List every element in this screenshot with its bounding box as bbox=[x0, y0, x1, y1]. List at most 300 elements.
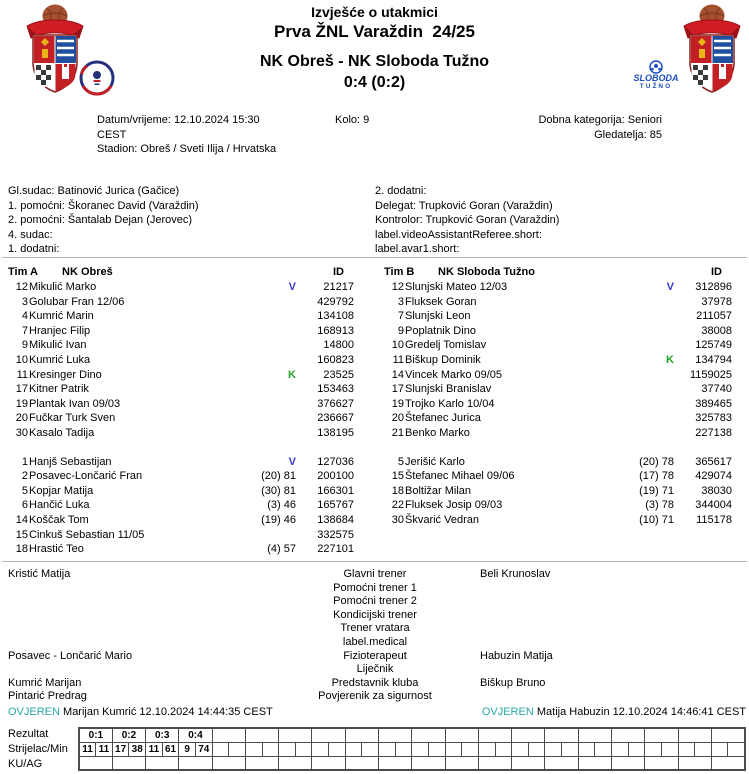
player-number: 17 bbox=[391, 383, 404, 396]
rezultat-cell: 0:2 bbox=[112, 728, 145, 743]
player-name: Kumrić Luka bbox=[29, 353, 91, 366]
competition-title: Prva ŽNL Varaždin 24/25 bbox=[274, 22, 475, 41]
player-name: Kasalo Tadija bbox=[29, 426, 95, 439]
player-id: 227138 bbox=[695, 426, 732, 439]
staff-row bbox=[0, 650, 749, 664]
ku-ag-cell bbox=[345, 757, 378, 770]
sloboda-ball-icon bbox=[649, 60, 663, 74]
staff-name-team-a bbox=[0, 582, 290, 596]
player-name: Štefanec Jurica bbox=[405, 412, 481, 425]
player-number: 10 bbox=[15, 353, 28, 366]
strijelac-min-cell bbox=[412, 743, 429, 757]
rezultat-cell bbox=[445, 728, 478, 743]
player-mark bbox=[232, 324, 296, 339]
ku-ag-cell bbox=[112, 757, 145, 770]
staff-name-team-a bbox=[0, 663, 290, 677]
player-number: 3 bbox=[21, 295, 28, 308]
strijelac-min-cell bbox=[695, 743, 712, 757]
strijelac-min-cell: 17 bbox=[112, 743, 129, 757]
strijelac-min-cell: 11 bbox=[96, 743, 113, 757]
player-name: Hančić Luka bbox=[29, 499, 90, 512]
official-line: Kontrolor: Trupković Goran (Varaždin) bbox=[375, 214, 560, 227]
staff-name-team-b bbox=[460, 622, 749, 636]
player-name: Poplatnik Dino bbox=[405, 324, 476, 337]
strijelac-min-cell bbox=[528, 743, 545, 757]
team-a-substitutes bbox=[8, 455, 354, 557]
staff-name-team-a bbox=[0, 609, 290, 623]
team-a-starters bbox=[8, 280, 354, 441]
player-row bbox=[8, 542, 354, 557]
player-row bbox=[384, 353, 732, 368]
staff-name-team-b bbox=[460, 582, 749, 596]
player-row bbox=[384, 295, 732, 310]
player-id: 21217 bbox=[323, 281, 354, 293]
player-mark: (10) 71 bbox=[639, 513, 674, 526]
player-id: 332575 bbox=[317, 528, 354, 541]
strijelac-min-cell bbox=[245, 743, 262, 757]
rezultat-cell bbox=[345, 728, 378, 743]
staff-name-team-a bbox=[0, 636, 290, 650]
player-number: 21 bbox=[391, 426, 404, 439]
player-row bbox=[384, 513, 732, 528]
rezultat-cell: 0:1 bbox=[79, 728, 112, 743]
player-id: 429792 bbox=[317, 295, 354, 308]
player-row bbox=[384, 368, 732, 383]
player-number: 5 bbox=[397, 455, 404, 468]
staff-row bbox=[0, 595, 749, 609]
player-name: Cinkuš Sebastian 11/05 bbox=[29, 528, 145, 541]
staff-name-team-a: Pintarić Predrag bbox=[8, 690, 87, 703]
staff-name-team-a bbox=[0, 622, 290, 636]
strijelac-min-cell bbox=[312, 743, 329, 757]
player-name: Fučkar Turk Sven bbox=[29, 412, 116, 425]
player-row bbox=[8, 324, 354, 339]
player-mark bbox=[610, 324, 674, 339]
staff-name-team-b bbox=[460, 663, 749, 677]
player-row bbox=[384, 309, 732, 324]
rezultat-cell bbox=[245, 728, 278, 743]
player-row bbox=[8, 484, 354, 499]
player-number: 18 bbox=[391, 484, 404, 497]
rezultat-cell bbox=[645, 728, 678, 743]
player-id: 325783 bbox=[695, 412, 732, 425]
verification-team-a bbox=[8, 706, 273, 718]
player-name: Fluksek Goran bbox=[405, 295, 477, 308]
player-mark bbox=[610, 295, 674, 310]
player-id: 160823 bbox=[317, 353, 354, 366]
county-fa-crest-right-icon bbox=[681, 3, 743, 98]
staff-name-team-b bbox=[460, 690, 749, 704]
strijelac-min-cell bbox=[229, 743, 246, 757]
player-mark bbox=[610, 382, 674, 397]
official-line: label.avar1.short: bbox=[375, 243, 460, 256]
player-name: Posavec-Lončarić Fran bbox=[29, 470, 143, 483]
ku-ag-cell bbox=[578, 757, 611, 770]
staff-role: label.medical bbox=[342, 635, 408, 648]
strijelac-min-cell bbox=[595, 743, 612, 757]
player-row bbox=[8, 469, 354, 484]
player-row bbox=[8, 295, 354, 310]
player-id: 344004 bbox=[695, 499, 732, 512]
player-name: Škvarić Vedran bbox=[405, 513, 479, 526]
strijelac-min-cell: 61 bbox=[162, 743, 179, 757]
player-number: 1 bbox=[21, 455, 28, 468]
staff-role: Predstavnik kluba bbox=[331, 676, 419, 689]
player-id: 200100 bbox=[317, 470, 354, 483]
team-a-name: NK Obreš bbox=[62, 266, 113, 278]
player-mark: (20) 81 bbox=[261, 470, 296, 483]
player-name: Golubar Fran 12/06 bbox=[29, 295, 125, 308]
club-logo-sloboda-icon bbox=[630, 60, 682, 90]
player-name: Hanjš Sebastijan bbox=[29, 455, 112, 468]
player-name: Mikulić Ivan bbox=[29, 339, 87, 352]
player-id: 389465 bbox=[695, 397, 732, 410]
player-mark: (3) 46 bbox=[267, 499, 296, 512]
player-number: 17 bbox=[15, 383, 28, 396]
player-number: 20 bbox=[391, 412, 404, 425]
player-name: Trojko Karlo 10/04 bbox=[405, 397, 495, 410]
player-number: 14 bbox=[391, 368, 404, 381]
strijelac-min-cell: 11 bbox=[79, 743, 96, 757]
ku-ag-cell bbox=[179, 757, 212, 770]
player-row bbox=[8, 411, 354, 426]
player-row bbox=[384, 426, 732, 441]
official-line: 1. dodatni: bbox=[8, 243, 60, 256]
rezultat-cell bbox=[612, 728, 645, 743]
player-name: Slunjski Branislav bbox=[405, 383, 492, 396]
verified-status-b: OVJEREN bbox=[481, 706, 534, 718]
rezultat-cell bbox=[578, 728, 611, 743]
player-number: 18 bbox=[15, 543, 28, 556]
player-name: Slunjski Leon bbox=[405, 310, 471, 323]
player-mark bbox=[610, 368, 674, 383]
staff-role: Glavni trener bbox=[343, 568, 407, 580]
strijelac-min-cell bbox=[512, 743, 529, 757]
player-id: 134794 bbox=[695, 353, 732, 366]
player-row bbox=[384, 280, 732, 295]
staff-name-team-a: Kumrić Marijan bbox=[8, 676, 82, 689]
player-mark bbox=[232, 338, 296, 353]
player-number: 30 bbox=[15, 426, 28, 439]
player-number: 15 bbox=[391, 470, 404, 483]
player-mark: K bbox=[666, 353, 674, 366]
match-info-left bbox=[97, 113, 276, 157]
player-row bbox=[8, 513, 354, 528]
player-mark: (19) 46 bbox=[261, 513, 296, 526]
player-number: 4 bbox=[21, 310, 28, 323]
staff-role: Kondicijski trener bbox=[333, 608, 417, 621]
report-title: Izvješće o utakmici bbox=[311, 4, 438, 20]
player-row bbox=[384, 469, 732, 484]
strijelac-min-cell bbox=[329, 743, 346, 757]
player-id: 138684 bbox=[317, 513, 354, 526]
official-line: 4. sudac: bbox=[8, 228, 53, 241]
strijelac-min-cell: 11 bbox=[146, 743, 163, 757]
strijelac-min-cell bbox=[445, 743, 462, 757]
player-row bbox=[8, 528, 354, 543]
player-row bbox=[384, 382, 732, 397]
strijelac-min-cell bbox=[645, 743, 662, 757]
player-mark: (30) 81 bbox=[261, 484, 296, 497]
player-mark bbox=[232, 353, 296, 368]
ku-ag-cell bbox=[245, 757, 278, 770]
player-number: 9 bbox=[21, 339, 28, 352]
player-row bbox=[8, 338, 354, 353]
player-name: Biškup Dominik bbox=[405, 353, 481, 366]
staff-row bbox=[0, 690, 749, 704]
rezultat-cell: 0:4 bbox=[179, 728, 212, 743]
age-category: Dobna kategorija: Seniori bbox=[538, 114, 662, 126]
staff-row bbox=[0, 568, 749, 582]
county-fa-crest-left-icon bbox=[24, 3, 86, 98]
player-id: 37740 bbox=[701, 383, 732, 396]
strijelac-min-cell bbox=[295, 743, 312, 757]
staff-row bbox=[0, 663, 749, 677]
player-name: Kumrić Marin bbox=[29, 310, 94, 323]
player-row bbox=[8, 280, 354, 295]
player-row bbox=[384, 397, 732, 412]
player-name: Kitner Patrik bbox=[29, 383, 89, 396]
rezultat-cell bbox=[312, 728, 345, 743]
player-id: 365617 bbox=[695, 455, 732, 468]
staff-row bbox=[0, 677, 749, 691]
ku-ag-cell bbox=[412, 757, 445, 770]
player-mark: K bbox=[288, 368, 296, 381]
player-mark bbox=[610, 411, 674, 426]
rezultat-cell: 0:3 bbox=[146, 728, 179, 743]
divider-officials bbox=[2, 257, 747, 258]
player-mark bbox=[610, 309, 674, 324]
player-mark bbox=[232, 426, 296, 441]
ku-ag-cell bbox=[711, 757, 745, 770]
match-round: Kolo: 9 bbox=[335, 114, 370, 126]
player-name: Mikulić Marko bbox=[29, 281, 97, 293]
player-id: 211057 bbox=[696, 310, 732, 323]
rezultat-cell bbox=[212, 728, 245, 743]
player-id: 1159025 bbox=[689, 368, 732, 381]
strijelac-min-cell: 38 bbox=[129, 743, 146, 757]
strijelac-min-cell: 74 bbox=[195, 743, 212, 757]
strijelac-min-cell bbox=[562, 743, 579, 757]
player-mark bbox=[232, 382, 296, 397]
player-id: 127036 bbox=[317, 455, 354, 468]
player-mark bbox=[232, 528, 296, 543]
player-number: 19 bbox=[15, 397, 28, 410]
official-line: Delegat: Trupković Goran (Varaždin) bbox=[375, 199, 553, 212]
ku-ag-cell bbox=[312, 757, 345, 770]
ku-ag-cell bbox=[379, 757, 412, 770]
strijelac-min-cell bbox=[478, 743, 495, 757]
roster-a-header bbox=[8, 265, 354, 280]
player-number: 5 bbox=[21, 484, 28, 497]
staff-name-team-b: Beli Krunoslav bbox=[480, 568, 551, 580]
match-stadium: Stadion: Obreš / Sveti Ilija / Hrvatska bbox=[97, 143, 277, 156]
player-number: 12 bbox=[391, 281, 404, 293]
ku-ag-cell bbox=[146, 757, 179, 770]
strijelac-min-cell bbox=[345, 743, 362, 757]
strijelac-min-cell bbox=[612, 743, 629, 757]
player-name: Kopjar Matija bbox=[29, 484, 94, 497]
player-mark bbox=[610, 397, 674, 412]
verified-by-a: Marijan Kumrić 12.10.2024 14:44:35 CEST bbox=[63, 706, 273, 718]
result-row-label: Rezultat bbox=[8, 728, 49, 740]
player-number: 10 bbox=[391, 339, 404, 352]
strijelac-min-cell bbox=[728, 743, 745, 757]
strijelac-min-cell bbox=[362, 743, 379, 757]
player-mark bbox=[232, 295, 296, 310]
ku-ag-cell bbox=[445, 757, 478, 770]
player-mark: (4) 57 bbox=[267, 543, 296, 556]
player-id: 138195 bbox=[317, 426, 354, 439]
strijelac-min-cell bbox=[545, 743, 562, 757]
staff-role: Fizioterapeut bbox=[343, 649, 407, 662]
strijelac-min-cell bbox=[462, 743, 479, 757]
official-line: label.videoAssistantReferee.short: bbox=[375, 228, 542, 241]
player-row bbox=[8, 455, 354, 470]
verification-team-b bbox=[482, 706, 746, 718]
staff-role: Liječnik bbox=[356, 663, 394, 676]
officials-right bbox=[375, 184, 559, 257]
player-name: Fluksek Josip 09/03 bbox=[405, 499, 503, 512]
player-number: 2 bbox=[21, 470, 28, 483]
player-number: 19 bbox=[391, 397, 404, 410]
player-mark: (20) 78 bbox=[639, 455, 674, 468]
player-name: Jerišić Karlo bbox=[405, 455, 465, 468]
player-number: 7 bbox=[21, 324, 28, 337]
staff-name-team-b: Habuzin Matija bbox=[480, 649, 553, 662]
player-id: 38008 bbox=[701, 324, 732, 337]
player-name: Vincek Marko 09/05 bbox=[405, 368, 503, 381]
player-id: 23525 bbox=[323, 368, 354, 381]
rezultat-cell bbox=[512, 728, 545, 743]
player-row bbox=[384, 484, 732, 499]
staff-name-team-b bbox=[460, 636, 749, 650]
official-line: Gl.sudac: Batinović Jurica (Gačice) bbox=[8, 185, 180, 197]
rezultat-cell bbox=[379, 728, 412, 743]
player-mark: V bbox=[666, 281, 674, 293]
player-row bbox=[8, 353, 354, 368]
sloboda-logo-subtext: TUŽNO bbox=[639, 83, 673, 90]
ku-ag-cell bbox=[545, 757, 578, 770]
player-name: Gredelj Tomislav bbox=[405, 339, 487, 352]
staff-name-team-b: Biškup Bruno bbox=[480, 676, 546, 689]
player-number: 3 bbox=[397, 295, 404, 308]
rezultat-cell bbox=[545, 728, 578, 743]
staff-name-team-a: Kristić Matija bbox=[8, 568, 71, 580]
player-id: 14800 bbox=[323, 339, 354, 352]
player-id: 37978 bbox=[701, 295, 732, 308]
player-id: 168913 bbox=[317, 324, 354, 337]
officials-left bbox=[8, 184, 199, 257]
team-b-label: Tim B bbox=[384, 266, 415, 278]
player-id: 376627 bbox=[317, 397, 354, 410]
roster-team-a bbox=[8, 265, 354, 557]
strijelac-min-cell bbox=[711, 743, 728, 757]
team-a-id-header: ID bbox=[333, 266, 344, 278]
strijelac-min-cell bbox=[379, 743, 396, 757]
player-id: 125749 bbox=[695, 339, 732, 352]
player-number: 15 bbox=[15, 528, 28, 541]
player-id: 153463 bbox=[317, 383, 354, 396]
player-mark bbox=[232, 309, 296, 324]
staff-name-team-a: Posavec - Lončarić Mario bbox=[8, 649, 133, 662]
player-row bbox=[384, 338, 732, 353]
strijelac-min-cell bbox=[428, 743, 445, 757]
staff-row bbox=[0, 622, 749, 636]
rezultat-cell bbox=[279, 728, 312, 743]
ku-ag-cell bbox=[279, 757, 312, 770]
player-name: Hranjec Filip bbox=[29, 324, 91, 337]
sloboda-logo-text: SLOBODA bbox=[633, 73, 679, 83]
strijelac-min-cell bbox=[262, 743, 279, 757]
player-id: 429074 bbox=[695, 470, 732, 483]
result-table-labels bbox=[8, 727, 68, 772]
staff-name-team-a bbox=[0, 595, 290, 609]
staff-section bbox=[0, 568, 749, 704]
team-b-id-header: ID bbox=[711, 266, 722, 278]
team-b-starters bbox=[384, 280, 732, 441]
staff-role: Pomoćni trener 1 bbox=[333, 581, 417, 594]
player-id: 165767 bbox=[317, 499, 354, 512]
attendance: Gledatelja: 85 bbox=[594, 128, 662, 141]
staff-role: Povjerenik za sigurnost bbox=[318, 690, 432, 703]
ku-ag-cell bbox=[478, 757, 511, 770]
rezultat-cell bbox=[412, 728, 445, 743]
player-mark bbox=[610, 338, 674, 353]
ku-ag-cell bbox=[212, 757, 245, 770]
strijelac-min-cell bbox=[661, 743, 678, 757]
player-name: Koščak Tom bbox=[29, 513, 89, 526]
player-row bbox=[8, 368, 354, 383]
strijelac-min-cell bbox=[279, 743, 296, 757]
player-number: 22 bbox=[391, 499, 404, 512]
club-logo-obres-icon bbox=[79, 60, 115, 99]
player-number: 14 bbox=[15, 513, 28, 526]
player-name: Štefanec Mihael 09/06 bbox=[405, 470, 515, 483]
player-mark bbox=[232, 411, 296, 426]
player-mark: V bbox=[288, 281, 296, 293]
player-row bbox=[8, 382, 354, 397]
player-number: 11 bbox=[16, 368, 28, 381]
official-line: 2. dodatni: bbox=[375, 185, 427, 197]
rezultat-cell bbox=[678, 728, 711, 743]
ku-ag-cell bbox=[612, 757, 645, 770]
official-line: 1. pomoćni: Škoranec David (Varaždin) bbox=[8, 199, 199, 212]
player-id: 134108 bbox=[317, 310, 354, 323]
team-b-name: NK Sloboda Tužno bbox=[438, 266, 535, 278]
verified-by-b: Matija Habuzin 12.10.2024 14:46:41 CEST bbox=[536, 706, 746, 718]
match-timezone: CEST bbox=[97, 128, 127, 141]
player-name: Kresinger Dino bbox=[29, 368, 102, 381]
player-row bbox=[384, 324, 732, 339]
strijelac-min-cell bbox=[395, 743, 412, 757]
player-number: 20 bbox=[15, 412, 28, 425]
result-row-label: KU/AG bbox=[8, 758, 43, 770]
player-name: Plantak Ivan 09/03 bbox=[29, 397, 121, 410]
strijelac-min-cell: 9 bbox=[179, 743, 196, 757]
result-table bbox=[78, 727, 746, 771]
player-mark: V bbox=[288, 455, 296, 468]
staff-role: Pomoćni trener 2 bbox=[333, 595, 417, 608]
report-titles bbox=[140, 4, 609, 92]
strijelac-min-cell bbox=[628, 743, 645, 757]
roster-b-header bbox=[384, 265, 732, 280]
player-id: 115178 bbox=[696, 513, 732, 526]
result-row-label: Strijelac/Min bbox=[8, 743, 68, 755]
player-id: 38030 bbox=[701, 484, 732, 497]
verified-status-a: OVJEREN bbox=[8, 706, 60, 718]
ku-ag-cell bbox=[79, 757, 112, 770]
